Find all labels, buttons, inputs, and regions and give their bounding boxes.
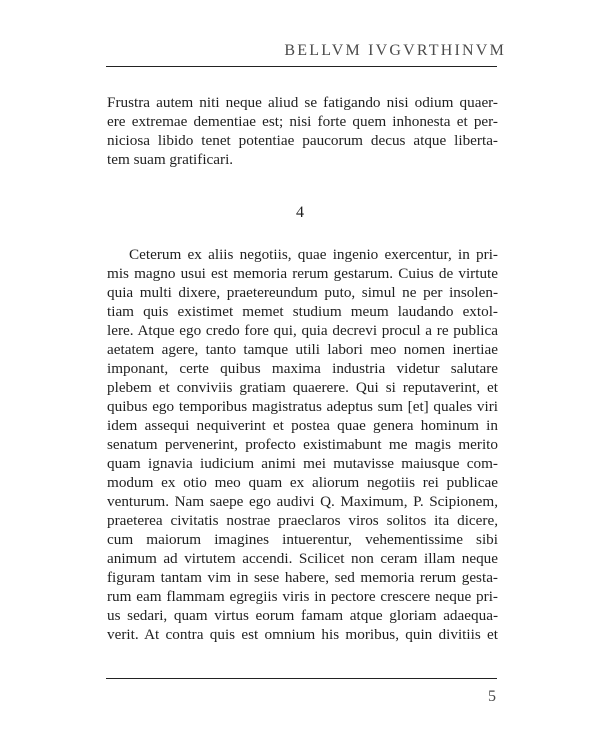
text-line: praeterea civitatis nostrae praeclaros viros solitos ita dicere,	[107, 512, 498, 529]
text-line: idem assequi nequiverint et postea quae genera hominum in	[107, 417, 498, 434]
text-line: quibus ego temporibus magistratus adeptus sum [et] quales viri	[107, 398, 498, 415]
running-head: BELLVM IVGVRTHINVM	[284, 42, 506, 59]
footer-rule	[106, 678, 497, 679]
text-line: modum ex otio meo quam ex aliorum negotiis rei publicae	[107, 474, 498, 491]
text-line: tem suam gratificari.	[107, 151, 234, 168]
text-line: Ceterum ex aliis negotiis, quae ingenio exercentur, in pri-	[129, 246, 498, 263]
section-number: 4	[296, 204, 304, 221]
text-line: quia multi dixere, praetereundum puto, simul ne per insolen-	[107, 284, 498, 301]
text-line: aetatem agere, tanto tamque utili labori meo nomen inertiae	[107, 341, 498, 358]
paragraph-continued	[107, 93, 498, 169]
text-line: ere extremae dementiae est; nisi forte quem inhonesta et per-	[107, 113, 498, 130]
text-line: cum maiorum imagines intuerentur, vehementissime sibi	[107, 531, 498, 548]
text-line: rum eam flammam egregiis viris in pectore crescere neque pri-	[107, 588, 498, 605]
text-line: venturum. Nam saepe ego audivi Q. Maximum, P. Scipionem,	[107, 493, 498, 510]
text-line: lere. Atque ego credo fore qui, quia decrevi procul a re publica	[107, 322, 498, 339]
text-line: figuram tantam vim in sese habere, sed memoria rerum gesta-	[107, 569, 498, 586]
text-line: quam ignavia iudicium animi mei mutavisse maiusque com-	[107, 455, 498, 472]
text-line: imponant, certe quibus maxima industria videtur salutare	[107, 360, 498, 377]
text-line: animum ad virtutem accendi. Scilicet non ceram illam neque	[107, 550, 498, 567]
paragraph-section-4	[107, 245, 498, 644]
text-line: Frustra autem niti neque aliud se fatigando nisi odium quaer-	[107, 94, 498, 111]
text-line: tiam quis existimet memet studium meum laudando extol-	[107, 303, 498, 320]
text-line: niciosa libido tenet potentiae paucorum decus atque liberta-	[107, 132, 498, 149]
text-line: mis magno usui est memoria rerum gestarum. Cuius de virtute	[107, 265, 498, 282]
text-line: verit. At contra quis est omnium his moribus, quin divitiis et	[107, 626, 498, 643]
text-line: plebem et conviviis gratiam quaerere. Qui si reputaverint, et	[107, 379, 498, 396]
text-line: us sedari, quam virtus eorum famam atque gloriam adaequa-	[107, 607, 498, 624]
header-rule	[106, 66, 497, 67]
page-number: 5	[488, 688, 496, 705]
text-line: senatum pervenerint, profecto existimabunt me magis merito	[107, 436, 498, 453]
